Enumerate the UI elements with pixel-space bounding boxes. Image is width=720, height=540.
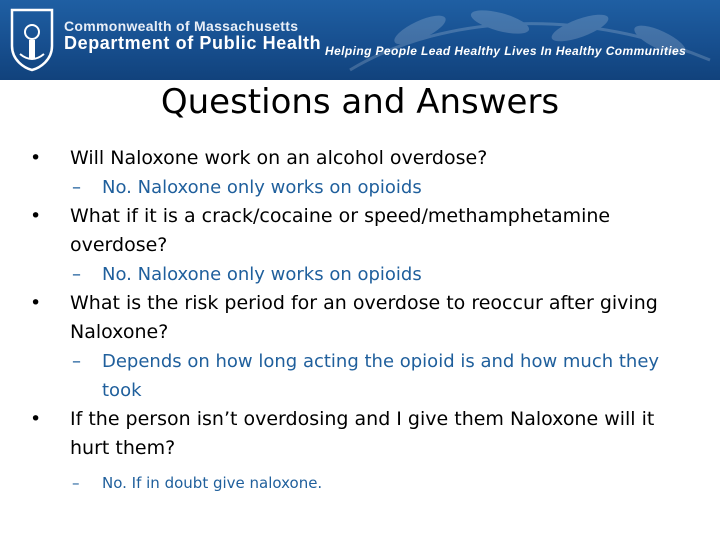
question-text: If the person isn’t overdosing and I give them Naloxone will it hurt them? (70, 408, 655, 459)
dash-icon: – (72, 177, 81, 198)
dash-icon: – (72, 351, 81, 372)
answer-2 (30, 260, 690, 289)
dash-icon: – (72, 264, 81, 285)
org-line-2: Department of Public Health (64, 33, 322, 53)
question-text: What if it is a crack/cocaine or speed/methamphetamine overdose? (70, 205, 611, 256)
answer-text: No. Naloxone only works on opioids (102, 177, 422, 198)
bullet-icon: • (30, 408, 42, 430)
leaf-watermark-icon (330, 0, 720, 80)
answer-4 (30, 469, 690, 497)
bullet-icon: • (30, 205, 42, 227)
question-3 (30, 289, 690, 347)
answer-text: Depends on how long acting the opioid is and how much they took (102, 351, 660, 401)
question-1 (30, 144, 690, 173)
bullet-icon: • (30, 147, 42, 169)
question-text: Will Naloxone work on an alcohol overdose? (70, 147, 488, 169)
answer-text: No. Naloxone only works on opioids (102, 264, 422, 285)
answer-3 (30, 347, 690, 405)
header-banner (0, 0, 720, 80)
qa-list (30, 144, 690, 497)
question-2 (30, 202, 690, 260)
org-line-1: Commonwealth of Massachusetts (64, 18, 299, 34)
answer-text: No. If in doubt give naloxone. (102, 474, 323, 492)
question-text: What is the risk period for an overdose to reoccur after giving Naloxone? (70, 292, 658, 343)
answer-1 (30, 173, 690, 202)
massachusetts-seal-icon (6, 6, 58, 72)
tagline: Helping People Lead Healthy Lives In Healthy Communities (325, 44, 687, 58)
slide-title: Questions and Answers (160, 82, 560, 122)
question-4 (30, 405, 690, 463)
dash-icon: – (72, 474, 80, 492)
bullet-icon: • (30, 292, 42, 314)
